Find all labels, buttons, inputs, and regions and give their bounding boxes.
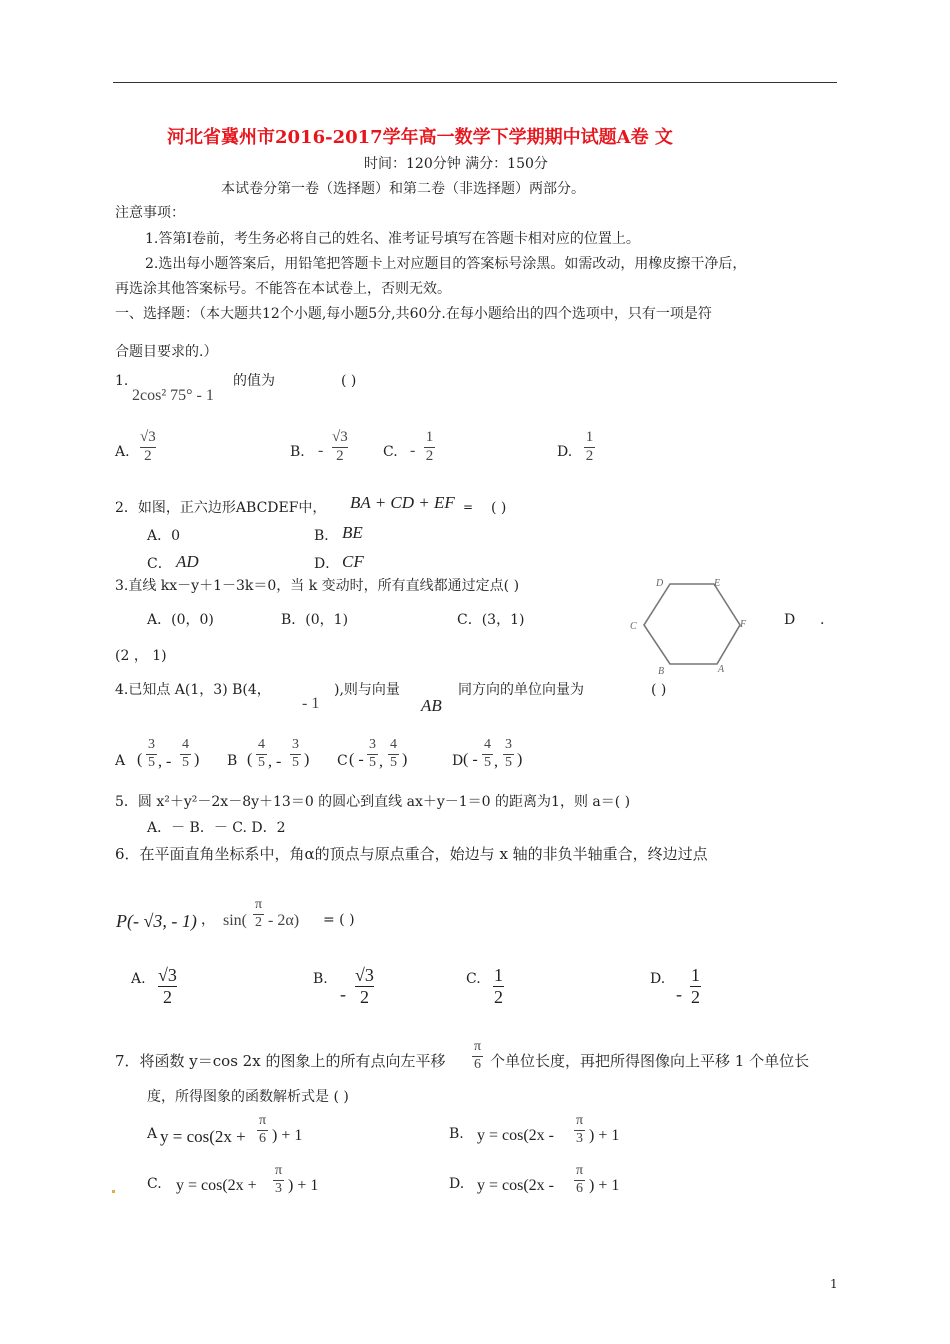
q3-option-d-value: (2 ， 1)	[115, 648, 167, 664]
q4-text-1: 4.已知点 A(1，3) B(4，	[115, 682, 271, 698]
q4-option-c-n2: 4	[390, 737, 397, 752]
q2-option-d-value: CF	[342, 552, 364, 571]
vertex-label-b: B	[658, 666, 665, 677]
q7-option-c-label: C.	[147, 1176, 162, 1192]
time-info: 时间：120分钟 满分：150分	[364, 156, 548, 172]
q4-option-d-d2: 5	[505, 754, 512, 770]
q7-option-a-fraction	[257, 1114, 268, 1146]
q4-option-b-n1: 4	[258, 737, 265, 752]
q6-two: 2	[255, 914, 262, 930]
q6-option-d-denominator: 2	[691, 986, 700, 1007]
q6-option-b-label: B.	[313, 971, 328, 987]
q7-option-c-post: ) + 1	[288, 1177, 319, 1194]
q1-option-c-denominator: 2	[425, 447, 434, 464]
q6-point: P(- √3, - 1)	[116, 911, 197, 931]
section-1-header-cont: 合题目要求的.）	[115, 344, 218, 360]
q4-option-d-paren-close: )	[517, 751, 523, 768]
q4-option-b-sep: , -	[268, 753, 282, 770]
q7-option-c-numerator: π	[274, 1163, 283, 1178]
q7-option-b-pre: y = cos(2x -	[477, 1127, 555, 1144]
q1-option-a-fraction	[140, 430, 156, 465]
q4-minus-one: - 1	[302, 695, 320, 712]
q7-option-a-pre: y = cos(2x +	[160, 1127, 246, 1146]
q1-option-c-numerator: 1	[425, 429, 434, 445]
q7-option-d-post: ) + 1	[589, 1177, 620, 1194]
q4-option-a-paren-close: )	[194, 751, 200, 768]
q4-option-c-d2: 5	[390, 754, 397, 770]
q6-option-d-numerator: 1	[691, 965, 700, 985]
q4-option-c-paren-open: ( -	[349, 751, 364, 768]
q7-text-2: 个单位长度，再把所得图像向上平移 1 个单位长	[490, 1052, 810, 1070]
q1-option-c-fraction	[424, 430, 435, 465]
q1-option-b-numerator: √3	[332, 429, 348, 445]
q6-option-d-fraction	[690, 966, 701, 1007]
q6-option-c-label: C.	[466, 971, 481, 987]
section-1-header: 一、选择题：（本大题共12个小题,每小题5分,共60分.在每小题给出的四个选项中，只有一项是符	[115, 306, 712, 322]
q2-expression: BA + CD + EF	[350, 493, 455, 512]
q2-option-a: A．0	[147, 528, 181, 544]
q7-option-c-pre: y = cos(2x +	[176, 1177, 257, 1194]
q4-option-b-paren-open: (	[247, 751, 253, 768]
hexagon-figure	[622, 570, 762, 682]
hexagon-shape	[644, 584, 740, 664]
q4-option-b-n2: 3	[292, 737, 299, 752]
q4-text-2: ),则与向量	[334, 682, 400, 698]
q6-option-b-numerator: √3	[355, 965, 374, 985]
exam-title: 河北省冀州市2016-2017学年高一数学下学期期中试题A卷 文	[167, 127, 673, 148]
q7-text-1: 7．将函数 y＝cos 2x 的图象上的所有点向左平移	[115, 1052, 446, 1070]
q4-option-b-paren-close: )	[304, 751, 310, 768]
q4-option-a-d1: 5	[148, 754, 155, 770]
q4-option-d-sep: ,	[494, 753, 498, 770]
q4-option-a-n2: 4	[182, 737, 189, 752]
q7-option-b-label: B.	[449, 1126, 464, 1142]
q6-option-b-sign: -	[340, 984, 346, 1004]
q1-option-d-numerator: 1	[585, 429, 594, 445]
q4-option-d-paren-open: ( -	[463, 751, 478, 768]
q2-option-b-value: BE	[342, 523, 363, 542]
q4-option-c-d1: 5	[369, 754, 376, 770]
q4-option-a-n1: 3	[148, 737, 155, 752]
q7-option-d-label: D.	[449, 1176, 465, 1192]
q1-option-d-label: D.	[557, 444, 573, 460]
q6-option-a-fraction	[158, 966, 177, 1007]
q4-option-c-paren-close: )	[402, 751, 408, 768]
q6-option-c-fraction	[493, 966, 504, 1007]
q5-text: 5．圆 x²＋y²－2x－8y＋13＝0 的圆心到直线 ax＋y－1＝0 的距离为1，则 a＝( )	[115, 794, 631, 810]
q3-option-d-dot: .	[820, 612, 825, 628]
q4-option-c-label: C	[337, 753, 348, 769]
q7-option-b-post: ) + 1	[589, 1127, 620, 1144]
q2-text: 2．如图，正六边形ABCDEF中，	[115, 500, 327, 516]
notice-header: 注意事项：	[115, 205, 185, 221]
q6-text: 6．在平面直角坐标系中，角α的顶点与原点重合，始边与 x 轴的非负半轴重合，终边过点	[115, 845, 708, 863]
q7-text-3: 度，所得图象的函数解析式是 ( )	[147, 1089, 349, 1105]
q6-pi-over-2	[253, 898, 264, 930]
q6-option-a-denominator: 2	[162, 986, 172, 1007]
q4-option-d-n1: 4	[484, 737, 491, 752]
q3-option-b: B．(0，1)	[281, 612, 349, 628]
q4-option-c-frac1	[367, 738, 378, 770]
q7-option-a-label: A	[147, 1126, 158, 1142]
header-rule	[113, 82, 837, 83]
q4-option-b-label: B	[227, 753, 238, 769]
q4-option-b-frac1	[256, 738, 267, 770]
q4-option-b-d1: 5	[258, 754, 265, 770]
q6-option-c-numerator: 1	[494, 965, 503, 985]
q6-option-d-sign: -	[676, 984, 682, 1004]
q7-option-d-pre: y = cos(2x -	[477, 1177, 555, 1194]
q4-option-b-d2: 5	[292, 754, 299, 770]
q1-text: 的值为	[233, 373, 275, 389]
q7-option-c-denominator: 3	[275, 1180, 282, 1196]
q6-comma: ，	[201, 912, 215, 928]
q1-answer-paren: ( )	[341, 373, 357, 389]
q3-option-a: A．(0，0)	[147, 612, 214, 628]
q6-option-a-label: A.	[131, 971, 146, 987]
exam-intro: 本试卷分第一卷（选择题）和第二卷（非选择题）两部分。	[221, 181, 585, 197]
q4-option-a-frac2	[180, 738, 191, 770]
q7-option-d-fraction	[574, 1164, 585, 1196]
q7-option-b-denominator: 3	[576, 1130, 583, 1146]
q7-pi: π	[473, 1039, 482, 1054]
q6-answer-paren: = ( )	[323, 912, 355, 928]
vertex-label-f: F	[740, 619, 747, 630]
q4-option-a-sep: , -	[158, 753, 172, 770]
notice-2: 2.选出每小题答案后，用铅笔把答题卡上对应题目的答案标号涂黑。如需改动，用橡皮擦干净后，	[145, 256, 747, 272]
q4-option-d-n2: 3	[505, 737, 512, 752]
q7-option-d-numerator: π	[575, 1163, 584, 1178]
q4-option-c-frac2	[388, 738, 399, 770]
q1-option-a-denominator: 2	[144, 447, 152, 464]
q7-pi-over-6	[472, 1040, 483, 1072]
q7-option-a-denominator: 6	[259, 1130, 266, 1146]
q4-answer-paren: ( )	[651, 682, 667, 698]
q6-pi: π	[254, 897, 263, 912]
q7-option-b-numerator: π	[575, 1113, 584, 1128]
q6-option-c-denominator: 2	[494, 986, 503, 1007]
vertex-label-a: A	[718, 664, 725, 675]
q4-option-a-d2: 5	[182, 754, 189, 770]
q6-option-b-denominator: 2	[359, 986, 369, 1007]
notice-1: 1.答第Ⅰ卷前，考生务必将自己的姓名、准考证号填写在答题卡相对应的位置上。	[145, 231, 640, 247]
q2-equals: =	[463, 500, 474, 514]
q4-vector-ab: AB	[421, 696, 442, 715]
q4-option-c-n1: 3	[369, 737, 376, 752]
q6-option-a-numerator: √3	[158, 965, 177, 985]
q2-option-c-label: C．	[147, 556, 172, 572]
q4-option-d-d1: 5	[484, 754, 491, 770]
q3-option-d-label: D	[784, 612, 796, 628]
q1-option-c-label: C.	[383, 444, 398, 460]
q6-option-d-label: D.	[650, 971, 666, 987]
q4-option-a-frac1	[146, 738, 157, 770]
notice-2-cont: 再选涂其他答案标号。不能答在本试卷上，否则无效。	[115, 281, 451, 297]
q1-option-d-denominator: 2	[585, 447, 594, 464]
q7-option-a-post: ) + 1	[272, 1127, 303, 1144]
q7-option-b-fraction	[574, 1114, 585, 1146]
q3-text: 3.直线 kx－y＋1－3k＝0，当 k 变动时，所有直线都通过定点( )	[115, 578, 520, 594]
page-number: 1	[830, 1277, 838, 1291]
stray-dot	[112, 1190, 115, 1193]
q6-sin-open: sin(	[223, 912, 247, 929]
q1-expression: 2cos² 75° - 1	[132, 387, 214, 404]
q4-option-b-frac2	[290, 738, 301, 770]
q1-option-b-fraction	[332, 430, 348, 465]
q1-option-b-sign: -	[318, 442, 324, 459]
vertex-label-e: E	[714, 578, 721, 589]
q4-option-d-frac1	[482, 738, 493, 770]
q1-option-d-fraction	[584, 430, 595, 465]
q1-option-a-label: A.	[115, 444, 130, 460]
q1-option-b-label: B.	[290, 444, 305, 460]
q1-option-a-numerator: √3	[140, 429, 156, 445]
q6-sin-close: - 2α)	[268, 912, 300, 929]
q4-text-3: 同方向的单位向量为	[458, 682, 584, 698]
q2-option-d-label: D．	[314, 556, 340, 572]
q7-option-c-fraction	[273, 1164, 284, 1196]
q6-option-b-fraction	[355, 966, 374, 1007]
q2-answer-paren: ( )	[491, 500, 507, 516]
q2-option-c-value: AD	[176, 552, 199, 571]
q4-option-d-frac2	[503, 738, 514, 770]
q7-option-a-numerator: π	[258, 1113, 267, 1128]
q1-option-b-denominator: 2	[336, 447, 344, 464]
vertex-label-c: C	[630, 621, 637, 632]
q5-options: A．－ B．－ C. D．2	[147, 820, 286, 836]
q3-option-c: C．(3，1)	[457, 612, 525, 628]
q7-six: 6	[474, 1056, 481, 1072]
q7-option-d-denominator: 6	[576, 1180, 583, 1196]
q2-option-b-label: B．	[314, 528, 339, 544]
q1-number: 1.	[115, 373, 129, 389]
q1-option-c-sign: -	[410, 442, 416, 459]
q4-option-c-sep: ,	[379, 753, 383, 770]
q4-option-a-label: A	[115, 753, 126, 769]
vertex-label-d: D	[656, 578, 664, 589]
q4-option-a-paren-open: (	[137, 751, 143, 768]
q4-option-d-label: D	[452, 753, 464, 769]
